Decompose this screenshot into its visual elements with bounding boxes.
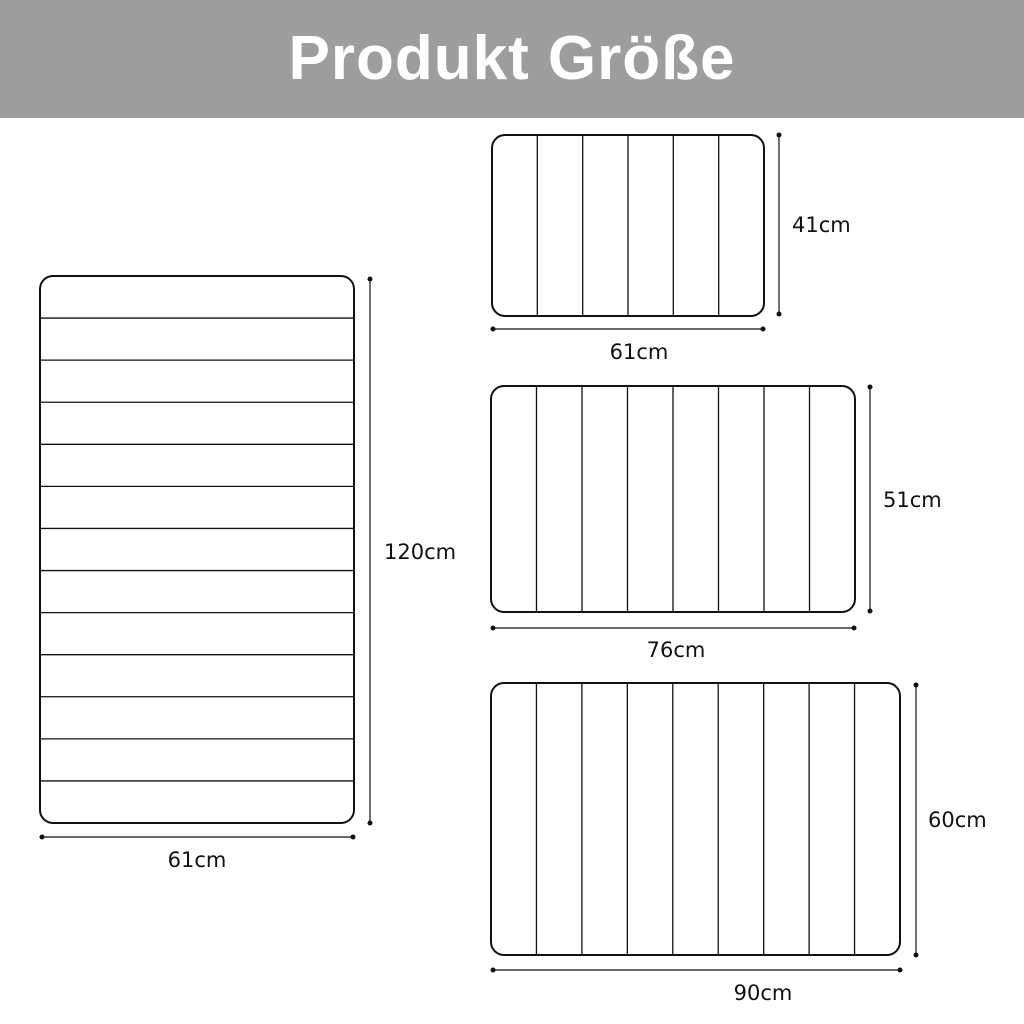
page-title: Produkt Größe <box>288 24 736 93</box>
dimension-endpoint <box>777 133 782 138</box>
mat-large-stripes <box>40 318 354 781</box>
mat-xlarge-width-label: 90cm <box>733 981 793 1005</box>
mat-small-width-label: 61cm <box>609 340 669 364</box>
dimension-endpoint <box>852 626 857 631</box>
dimension-endpoint <box>777 312 782 317</box>
mat-large <box>40 276 457 872</box>
dimension-endpoint <box>491 626 496 631</box>
dimension-endpoint <box>898 968 903 973</box>
mat-small-height-label: 41cm <box>792 213 851 237</box>
mat-medium-width-label: 76cm <box>646 638 706 662</box>
dimension-endpoint <box>40 835 45 840</box>
dimension-endpoint <box>368 821 373 826</box>
mat-small <box>491 133 851 365</box>
mat-large-width-label: 61cm <box>167 848 227 872</box>
dimension-endpoint <box>914 683 919 688</box>
mat-xlarge <box>491 683 987 1006</box>
dimension-endpoint <box>868 609 873 614</box>
mat-large-outline <box>40 276 354 823</box>
mat-xlarge-outline <box>491 683 900 955</box>
dimension-endpoint <box>868 385 873 390</box>
mat-xlarge-stripes <box>536 683 854 955</box>
mat-medium <box>491 385 942 663</box>
mat-large-height-label: 120cm <box>384 540 457 564</box>
mat-medium-height-label: 51cm <box>883 488 942 512</box>
dimension-endpoint <box>368 277 373 282</box>
mat-medium-stripes <box>537 386 810 612</box>
mat-xlarge-height-label: 60cm <box>928 808 987 832</box>
dimension-endpoint <box>491 327 496 332</box>
mat-small-stripes <box>537 135 718 316</box>
dimension-endpoint <box>761 327 766 332</box>
dimension-endpoint <box>491 968 496 973</box>
dimension-endpoint <box>914 953 919 958</box>
dimension-endpoint <box>351 835 356 840</box>
